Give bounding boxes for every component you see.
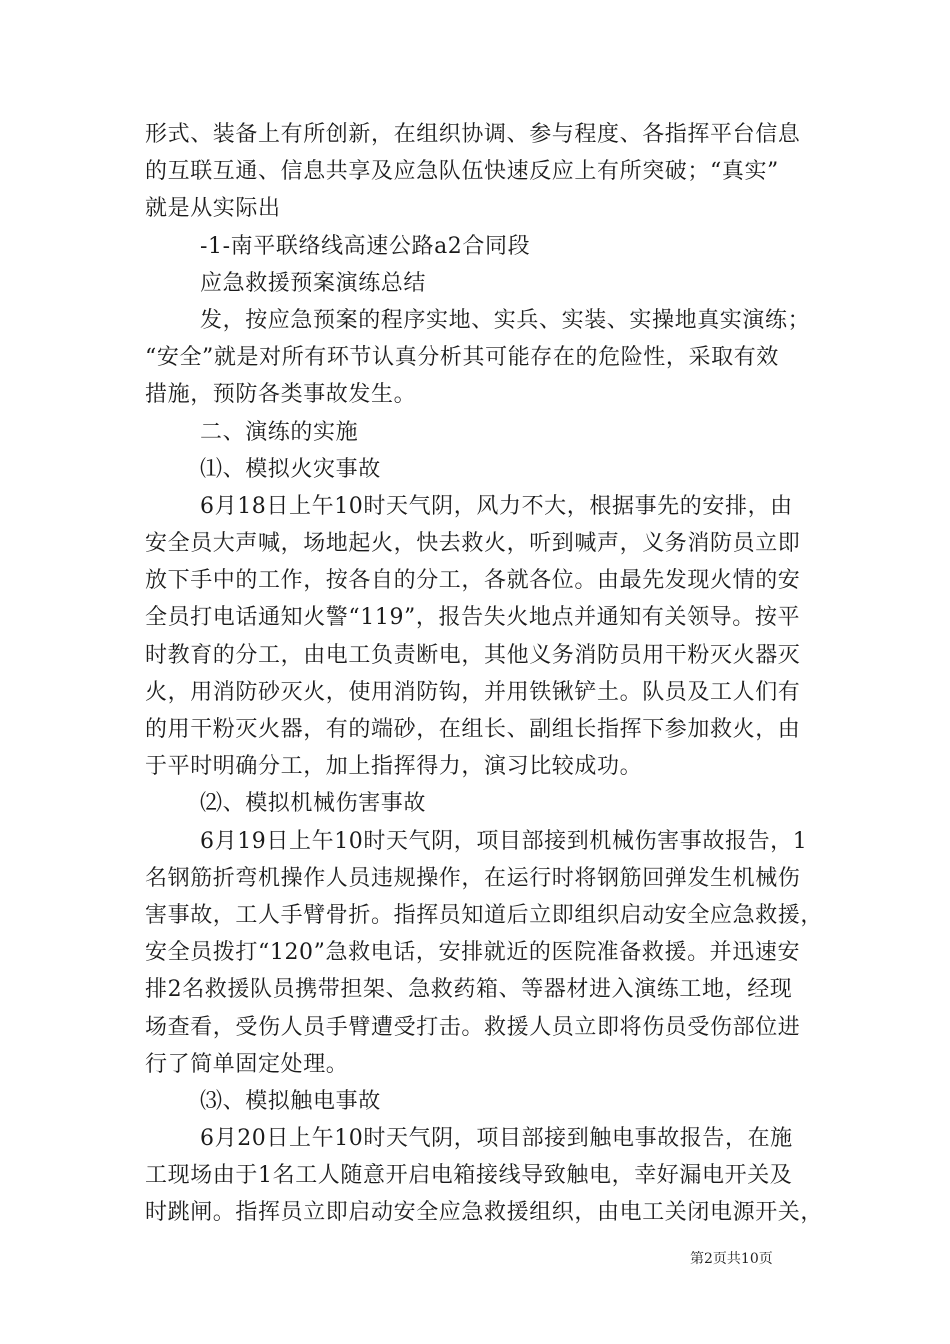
document-line: 时跳闸。指挥员立即启动安全应急救援组织，由电工关闭电源开关， [145, 1200, 824, 1226]
document-line: 发，按应急预案的程序实地、实兵、实装、实操地真实演练； [200, 307, 811, 333]
document-line: 6月20日上午10时天气阴，项目部接到触电事故报告，在施 [200, 1126, 793, 1152]
document-line: 全员打电话通知火警“119”，报告失火地点并通知有关领导。按平 [145, 605, 801, 631]
document-line: 于平时明确分工，加上指挥得力，演习比较成功。 [145, 754, 643, 780]
document-line: 安全员拨打“120”急救电话，安排就近的医院准备救援。并迅速安 [145, 940, 801, 966]
document-line: 应急救援预案演练总结 [200, 270, 427, 296]
document-body [145, 116, 824, 1232]
document-line: 场查看，受伤人员手臂遭受打击。救援人员立即将伤员受伤部位进 [145, 1014, 801, 1040]
document-line: ⑴、模拟火灾事故 [200, 456, 381, 482]
document-line: 排2名救援队员携带担架、急救药箱、等器材进入演练工地，经现 [145, 977, 793, 1003]
document-line: 措施，预防各类事故发生。 [145, 382, 417, 408]
document-line: “安全”就是对所有环节认真分析其可能存在的危险性，采取有效 [145, 345, 779, 371]
document-line: 安全员大声喊，场地起火，快去救火，听到喊声，义务消防员立即 [145, 531, 801, 557]
document-line: 火，用消防砂灭火，使用消防钩，并用铁锹铲土。队员及工人们有 [145, 679, 801, 705]
document-line: 6月19日上午10时天气阴，项目部接到机械伤害事故报告，1 [200, 828, 808, 854]
document-line: 6月18日上午10时天气阴，风力不大，根据事先的安排，由 [200, 493, 793, 519]
document-line: 行了简单固定处理。 [145, 1051, 349, 1077]
document-line: -1-南平联络线高速公路a2合同段 [200, 233, 531, 259]
document-line: 就是从实际出 [145, 196, 281, 222]
document-line: 时教育的分工，由电工负责断电，其他义务消防员用干粉灭火器灭 [145, 642, 801, 668]
document-line: 形式、装备上有所创新，在组织协调、参与程度、各指挥平台信息 [145, 122, 801, 147]
document-line: 的互联互通、信息共享及应急队伍快速反应上有所突破；“真实” [145, 159, 779, 185]
document-line: 放下手中的工作，按各自的分工，各就各位。由最先发现火情的安 [145, 568, 801, 594]
document-line: 工现场由于1名工人随意开启电箱接线导致触电，幸好漏电开关及 [145, 1163, 793, 1189]
document-line: ⑵、模拟机械伤害事故 [200, 791, 427, 817]
document-line: 名钢筋折弯机操作人员违规操作，在运行时将钢筋回弹发生机械伤 [145, 865, 801, 891]
document-line: 的用干粉灭火器，有的端砂，在组长、副组长指挥下参加救火，由 [145, 717, 801, 742]
document-line: 害事故，工人手臂骨折。指挥员知道后立即组织启动安全应急救援， [145, 902, 824, 928]
document-line: ⑶、模拟触电事故 [200, 1088, 381, 1114]
document-line: 二、演练的实施 [200, 419, 359, 445]
page-number-footer: 第2页共10页 [690, 1251, 773, 1267]
